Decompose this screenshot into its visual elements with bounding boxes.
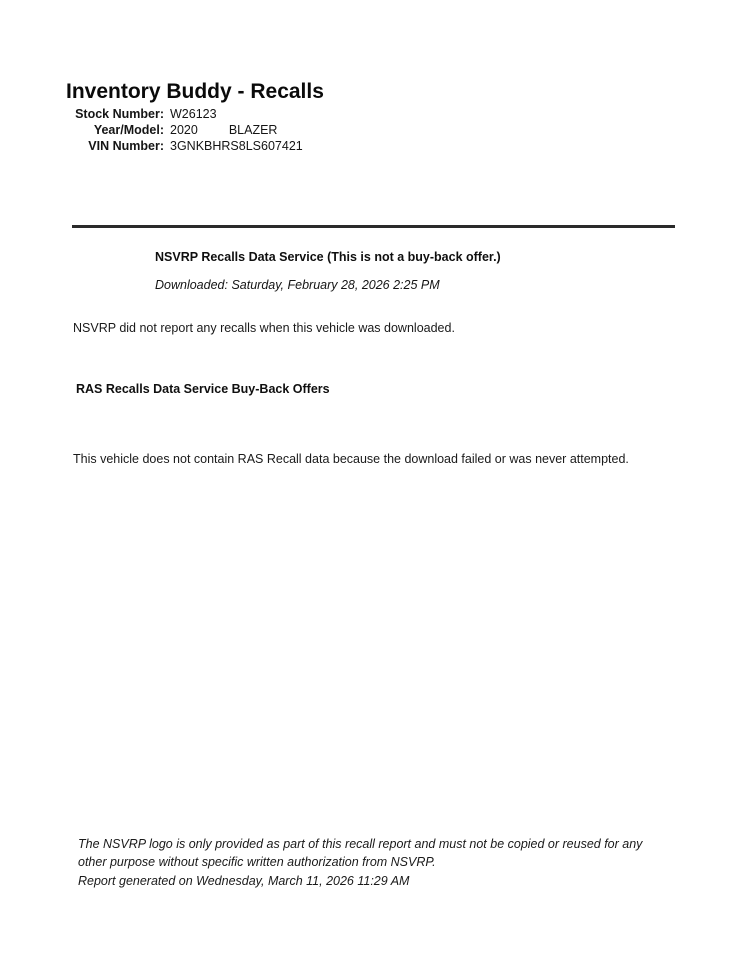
nsvrp-section-heading: NSVRP Recalls Data Service (This is not a buy-back offer.)	[155, 250, 501, 264]
vin-number-row	[0, 139, 303, 155]
nsvrp-downloaded-timestamp: Downloaded: Saturday, February 28, 2026 2:25 PM	[155, 278, 440, 292]
year-value: 2020	[170, 123, 198, 137]
vin-number-label: VIN Number:	[88, 139, 164, 153]
stock-number-label: Stock Number:	[75, 107, 164, 121]
stock-number-value: W26123	[170, 107, 217, 121]
nsvrp-result-text: NSVRP did not report any recalls when this vehicle was downloaded.	[73, 321, 455, 335]
vin-number-value: 3GNKBHRS8LS607421	[170, 139, 303, 153]
page-title: Inventory Buddy - Recalls	[66, 80, 324, 103]
divider-line	[72, 225, 675, 228]
ras-result-text: This vehicle does not contain RAS Recall data because the download failed or was never attempted.	[73, 452, 629, 466]
report-generated-timestamp: Report generated on Wednesday, March 11, 2026 11:29 AM	[78, 874, 410, 888]
year-model-label: Year/Model:	[93, 123, 164, 137]
year-model-row	[0, 123, 303, 139]
stock-number-row	[0, 107, 303, 123]
vehicle-info	[0, 107, 303, 155]
model-value: BLAZER	[228, 123, 278, 137]
footer-disclaimer: The NSVRP logo is only provided as part of this recall report and must not be copied or reused for any other purpose without specific written authorization from NSVRP.	[78, 837, 643, 869]
ras-section-heading: RAS Recalls Data Service Buy-Back Offers	[76, 382, 330, 396]
